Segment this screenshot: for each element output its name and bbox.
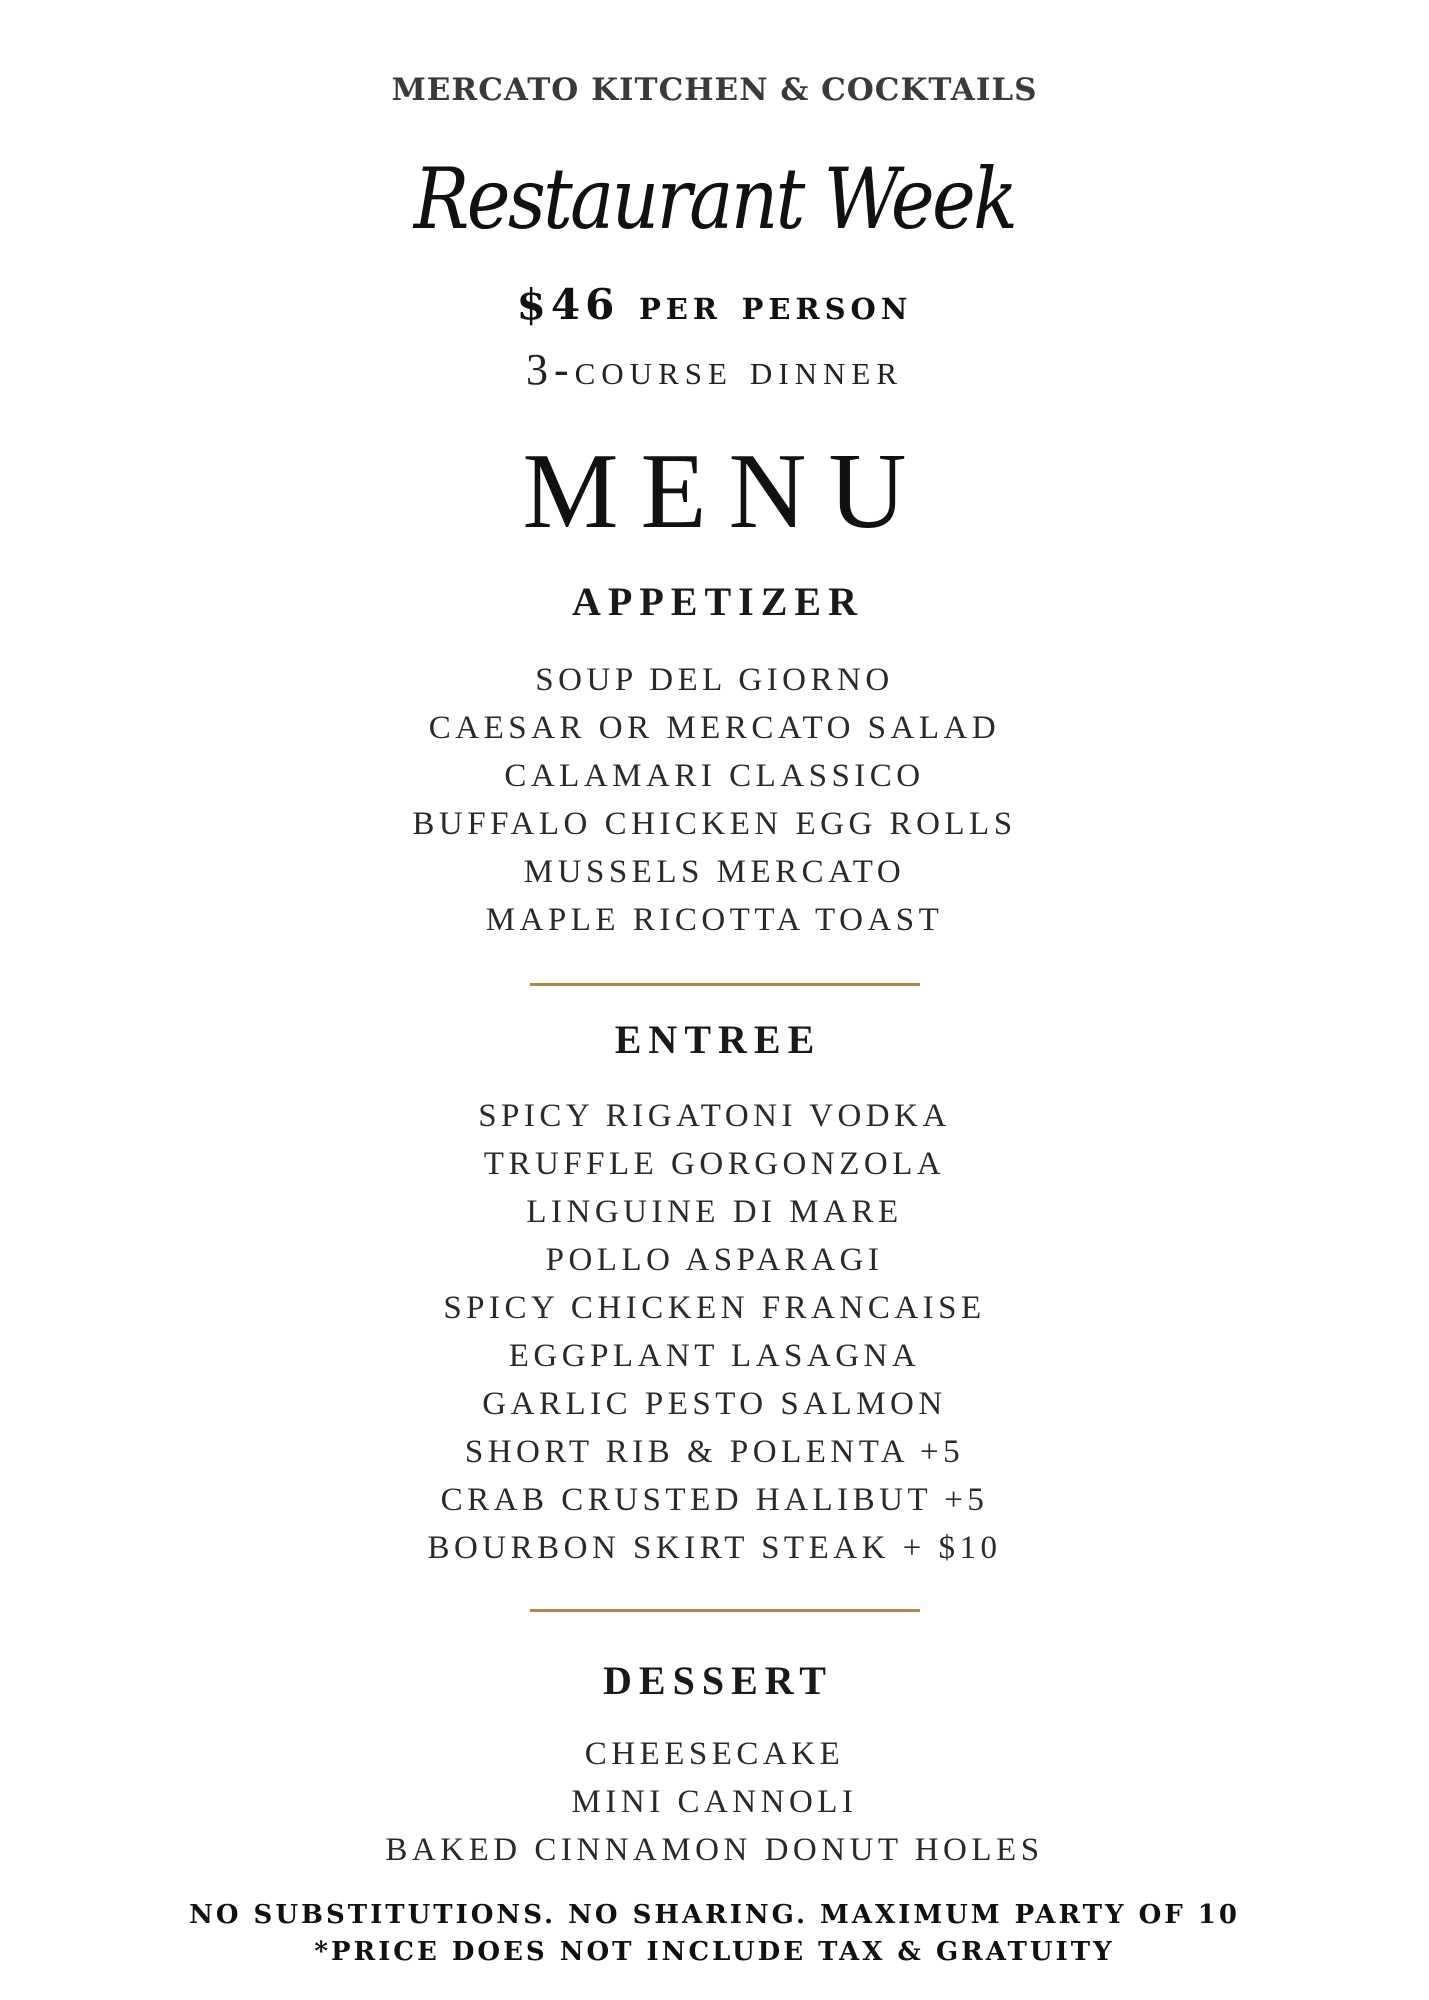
- list-item: SOUP DEL GIORNO: [535, 662, 894, 698]
- list-item: EGGPLANT LASAGNA: [508, 1338, 921, 1374]
- course-type: 3-course dinner: [525, 345, 904, 394]
- list-item: TRUFFLE GORGONZOLA: [483, 1146, 946, 1182]
- list-item: MINI CANNOLI: [571, 1784, 858, 1820]
- section-divider: [530, 1609, 920, 1612]
- list-item: MAPLE RICOTTA TOAST: [485, 902, 944, 938]
- restaurant-name: MERCATO KITCHEN & COCKTAILS: [391, 72, 1038, 108]
- list-item: POLLO ASPARAGI: [545, 1242, 884, 1278]
- list-item: BUFFALO CHICKEN EGG ROLLS: [412, 806, 1017, 842]
- list-item: LINGUINE DI MARE: [526, 1194, 903, 1230]
- event-title: Restaurant Week: [413, 150, 1016, 248]
- section-divider: [530, 983, 920, 986]
- list-item: SHORT RIB & POLENTA +5: [464, 1434, 965, 1470]
- section-title-appetizer: APPETIZER: [572, 579, 864, 624]
- list-item: BAKED CINNAMON DONUT HOLES: [385, 1832, 1044, 1868]
- list-item: BOURBON SKIRT STEAK + $10: [427, 1530, 1002, 1566]
- price-per-person: $46 per person: [516, 280, 913, 329]
- list-item: SPICY CHICKEN FRANCAISE: [443, 1290, 986, 1326]
- list-item: MUSSELS MERCATO: [523, 854, 906, 890]
- entree-list: [0, 1092, 1429, 1572]
- list-item: CRAB CRUSTED HALIBUT +5: [440, 1482, 989, 1518]
- section-title-entree: ENTREE: [614, 1017, 822, 1062]
- menu-heading: MENU: [522, 432, 929, 551]
- policy-line-substitutions: NO SUBSTITUTIONS. NO SHARING. MAXIMUM PARTY OF 10: [189, 1900, 1240, 1930]
- list-item: CHEESECAKE: [584, 1736, 845, 1772]
- list-item: CAESAR OR MERCATO SALAD: [428, 710, 1001, 746]
- dessert-list: [0, 1730, 1429, 1874]
- appetizer-list: [0, 656, 1429, 944]
- list-item: CALAMARI CLASSICO: [504, 758, 925, 794]
- policy-line-tax-gratuity: *PRICE DOES NOT INCLUDE TAX & GRATUITY: [314, 1937, 1115, 1967]
- list-item: SPICY RIGATONI VODKA: [478, 1098, 951, 1134]
- section-title-dessert: DESSERT: [603, 1658, 833, 1703]
- list-item: GARLIC PESTO SALMON: [482, 1386, 947, 1422]
